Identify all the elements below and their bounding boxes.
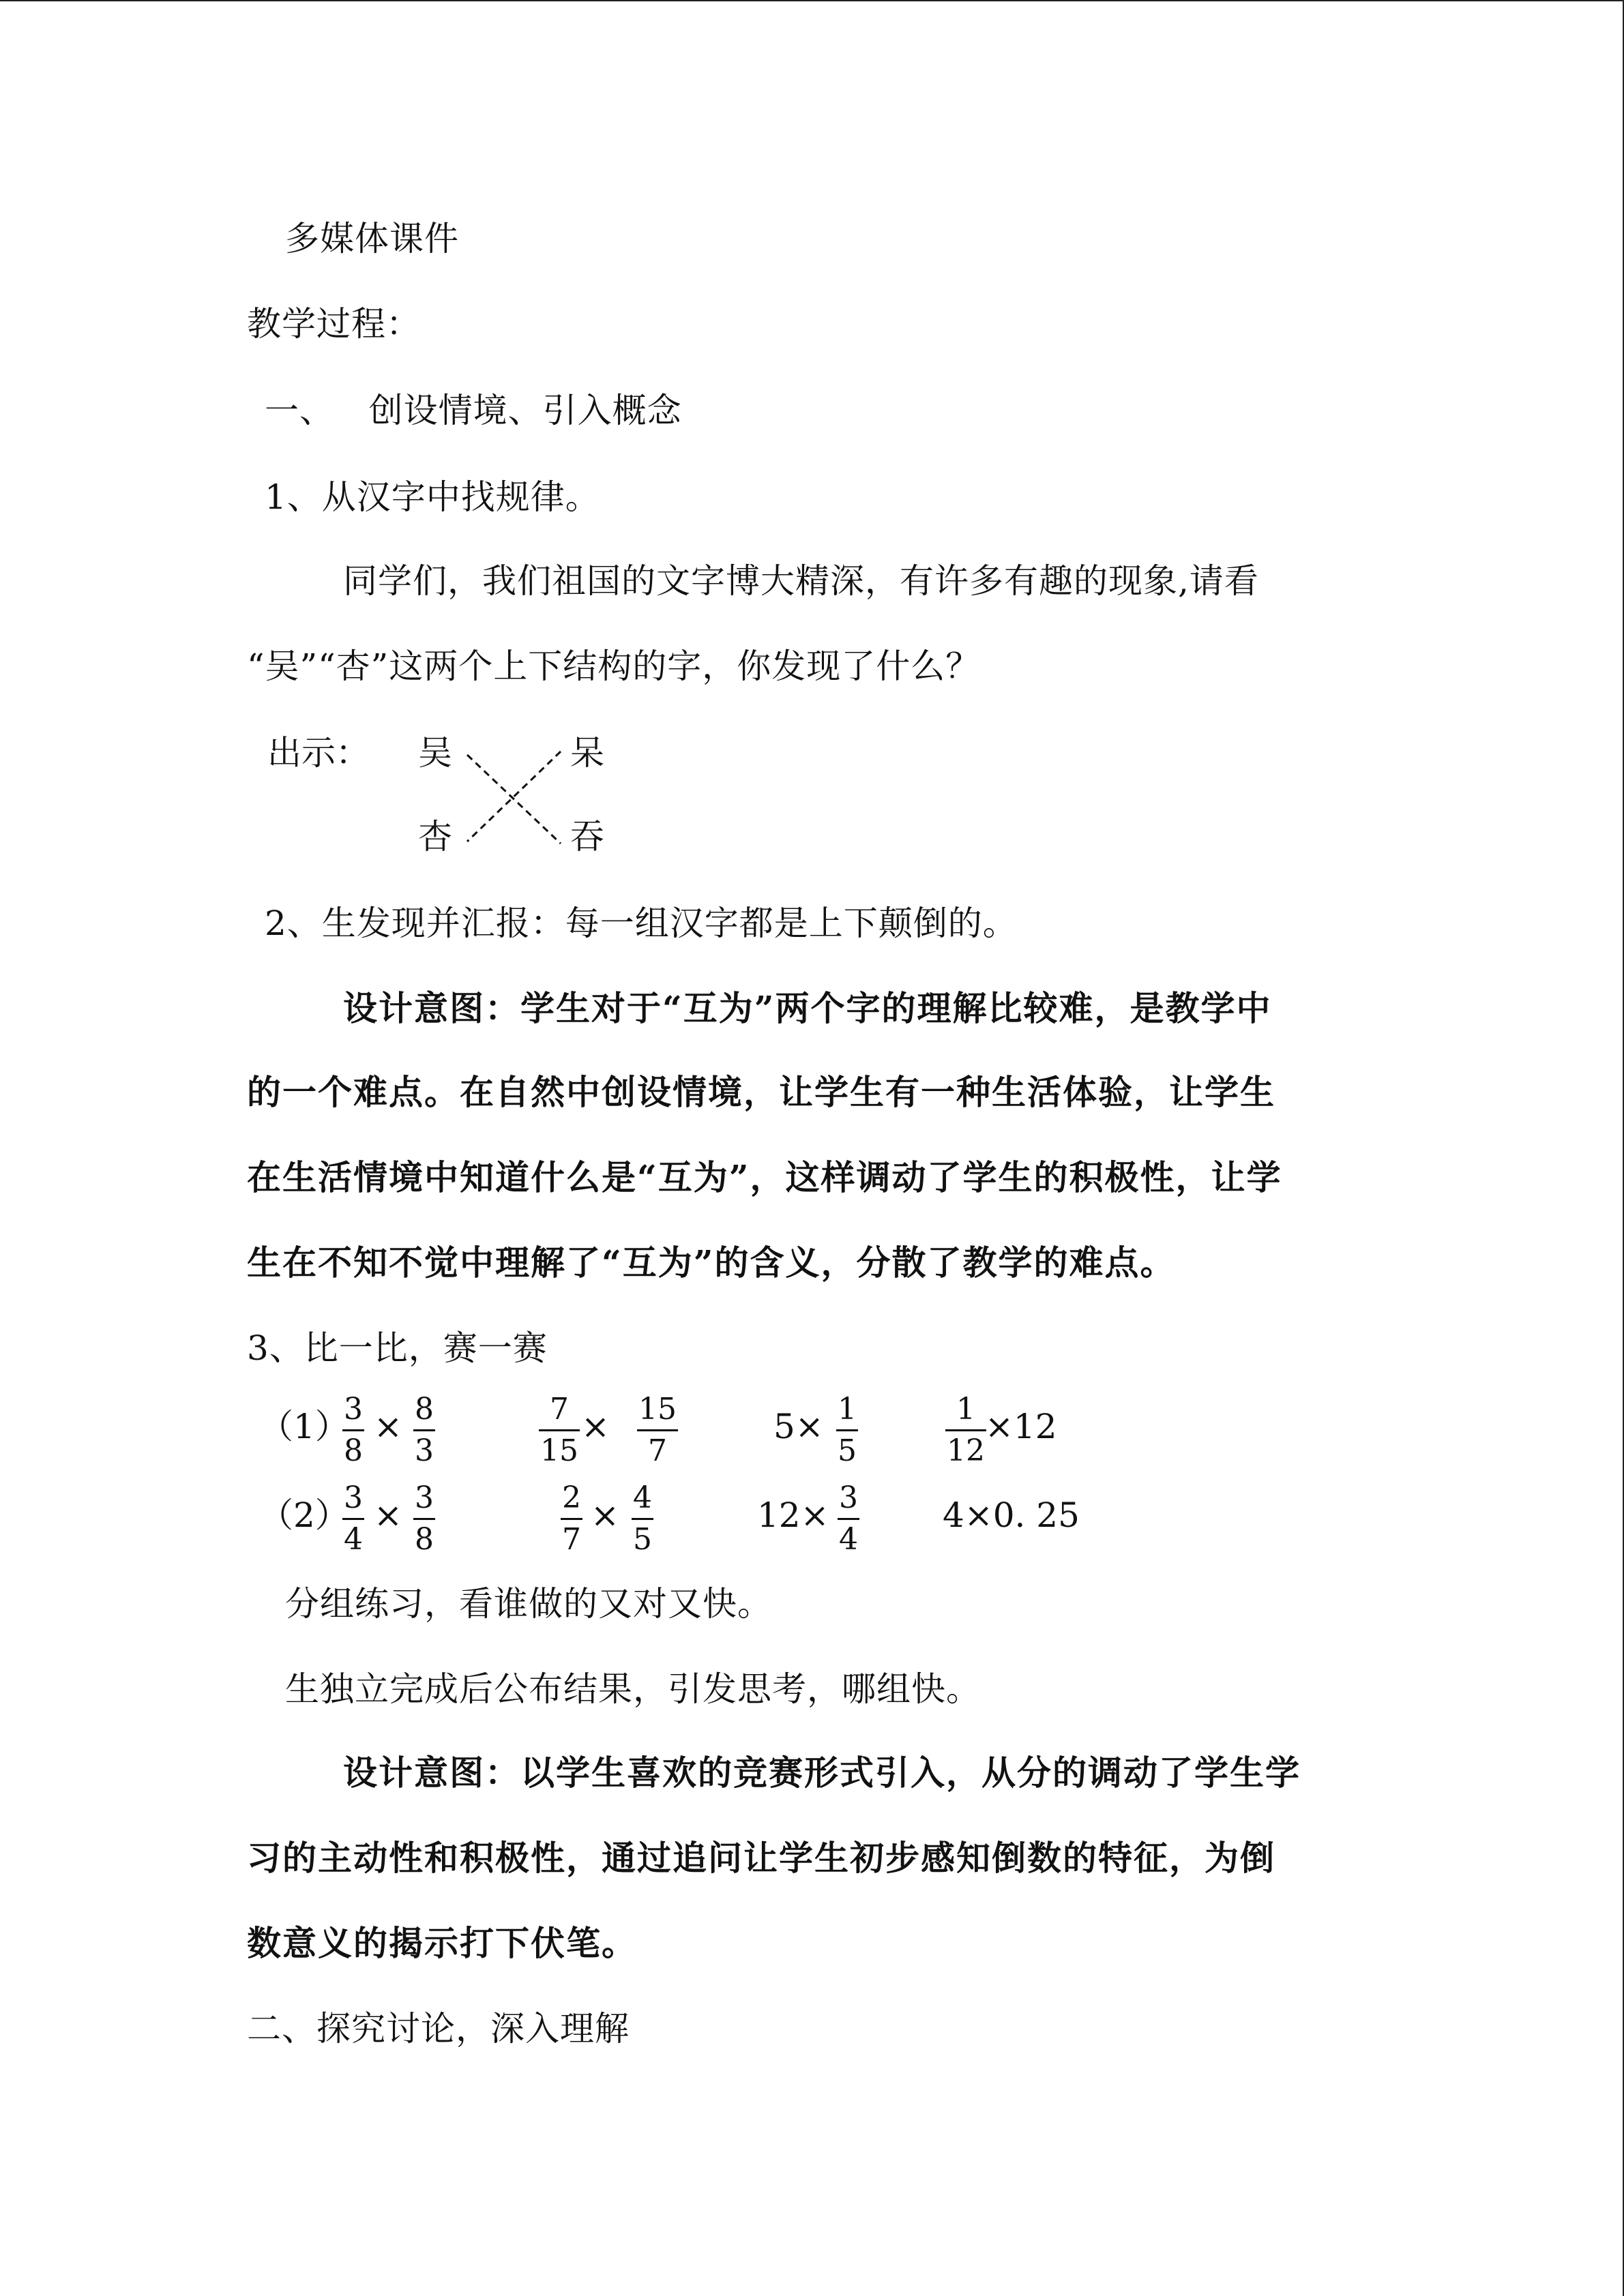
char-top-left: 吴 xyxy=(418,733,452,773)
heading-part-one: 一、 创设情境、引入概念 xyxy=(265,391,682,430)
step-two: 2、生发现并汇报：每一组汉字都是上下颠倒的。 xyxy=(265,904,1018,943)
design-intent-1-line-2: 的一个难点。在自然中创设情境，让学生有一种生活体验，让学生 xyxy=(247,1072,1275,1112)
design-intent-1-line-1: 设计意图：学生对于“互为”两个字的理解比较难，是教学中 xyxy=(343,988,1272,1028)
fraction xyxy=(539,1392,580,1468)
design-intent-2-line-2: 习的主动性和积极性，通过追问让学生初步感知倒数的特征，为倒 xyxy=(247,1838,1275,1878)
denominator: 5 xyxy=(838,1433,857,1468)
char-top-right: 呆 xyxy=(570,733,604,773)
group-practice-line: 分组练习，看谁做的又对又快。 xyxy=(285,1584,772,1624)
fraction xyxy=(342,1481,364,1557)
numerator: 2 xyxy=(562,1480,581,1515)
fraction xyxy=(561,1481,582,1557)
term-decimal-product: 4×0. 25 xyxy=(943,1495,1080,1535)
denominator: 7 xyxy=(648,1433,667,1468)
times-sign: × xyxy=(374,1407,402,1446)
numerator: 1 xyxy=(956,1392,975,1427)
char-bottom-left: 杏 xyxy=(418,817,452,856)
denominator: 15 xyxy=(540,1433,578,1468)
paragraph-line-1: 同学们，我们祖国的文字博大精深，有许多有趣的现象,请看 xyxy=(343,561,1259,601)
paragraph-line-2: “吴”“杏”这两个上下结构的字，你发现了什么？ xyxy=(247,646,981,686)
denominator: 4 xyxy=(839,1522,858,1557)
numerator: 15 xyxy=(638,1392,677,1427)
term-prefix: 12× xyxy=(757,1495,829,1535)
materials-line: 多媒体课件 xyxy=(285,219,459,258)
heading-part-two: 二、探究讨论，深入理解 xyxy=(247,2009,630,2048)
result-line: 生独立完成后公布结果，引发思考，哪组快。 xyxy=(285,1669,981,1709)
design-intent-1-line-4: 生在不知不觉中理解了“互为”的含义，分散了教学的难点。 xyxy=(247,1242,1176,1283)
step-one: 1、从汉字中找规律。 xyxy=(265,477,600,517)
numerator: 4 xyxy=(633,1480,652,1515)
numerator: 7 xyxy=(550,1392,569,1427)
numerator: 8 xyxy=(415,1392,434,1427)
denominator: 3 xyxy=(415,1433,434,1468)
step-three: 3、比一比，赛一赛 xyxy=(247,1328,548,1368)
fraction xyxy=(838,1481,859,1557)
show-label: 出示： xyxy=(267,733,370,773)
numerator: 3 xyxy=(415,1480,434,1515)
design-intent-2-line-3: 数意义的揭示打下伏笔。 xyxy=(247,1923,637,1963)
fraction xyxy=(637,1392,678,1468)
denominator: 8 xyxy=(344,1433,363,1468)
design-intent-1-line-3: 在生活情境中知道什么是“互为”，这样调动了学生的积极性，让学 xyxy=(247,1157,1282,1197)
fraction xyxy=(413,1481,435,1557)
denominator: 4 xyxy=(344,1522,363,1557)
cross-connector xyxy=(464,745,573,854)
times-sign: × xyxy=(591,1495,619,1535)
fraction xyxy=(632,1481,653,1557)
numerator: 1 xyxy=(838,1392,857,1427)
fraction xyxy=(342,1392,364,1468)
design-intent-2-line-1: 设计意图：以学生喜欢的竞赛形式引入，从分的调动了学生学 xyxy=(343,1753,1301,1793)
denominator: 8 xyxy=(415,1522,434,1557)
denominator: 12 xyxy=(947,1433,985,1468)
exercise-row-1-label: （1） xyxy=(259,1407,349,1446)
times-sign: × xyxy=(581,1407,610,1446)
denominator: 7 xyxy=(562,1522,581,1557)
char-bottom-right: 吞 xyxy=(570,817,604,856)
denominator: 5 xyxy=(633,1522,652,1557)
numerator: 3 xyxy=(839,1480,858,1515)
fraction xyxy=(413,1392,435,1468)
numerator: 3 xyxy=(344,1480,363,1515)
term-prefix: 5× xyxy=(773,1407,824,1446)
exercise-row-2-label: （2） xyxy=(259,1495,349,1535)
term-suffix: ×12 xyxy=(985,1407,1057,1446)
section-teaching-process: 教学过程： xyxy=(247,304,421,344)
times-sign: × xyxy=(374,1495,402,1535)
fraction xyxy=(836,1392,858,1468)
numerator: 3 xyxy=(344,1392,363,1427)
fraction xyxy=(945,1392,986,1468)
